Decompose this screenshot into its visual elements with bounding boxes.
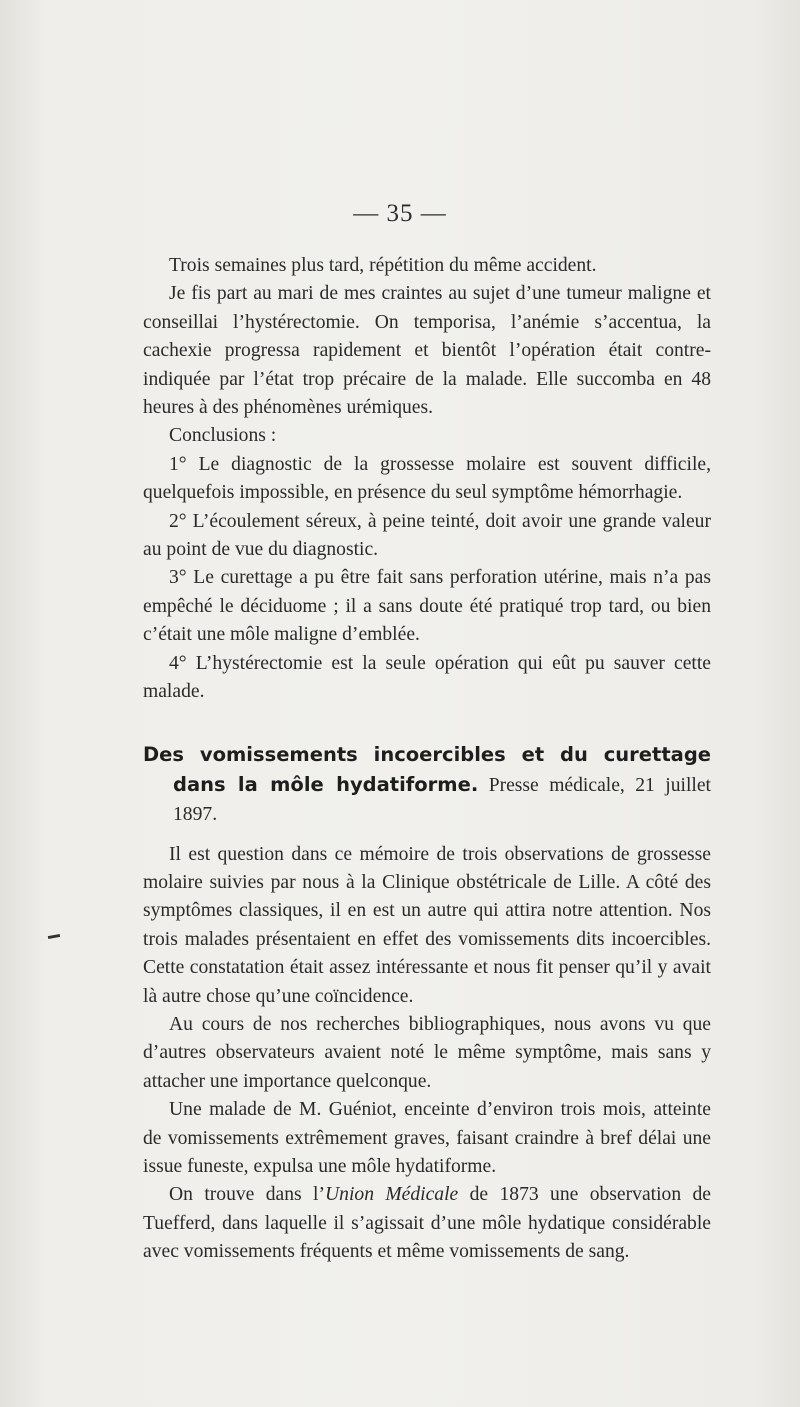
paragraph: Je fis part au mari de mes craintes au sujet d’une tumeur maligne et conseillai l’hystérectomie. On temporisa, l’anémie s’accentua, la cachexie progressa rapidement et bientôt l’opération était contre-indiquée par l’état trop précaire de la malade. Elle succomba en 48 heures à des phénomènes urémiques.	[143, 283, 711, 419]
paragraph: Il est question dans ce mémoire de trois observations de grossesse molaire suivies par nous à la Clinique obstétricale de Lille. A côté des symptômes classiques, il en est un autre qui attira notre attention. Nos trois malades présentaient en effet des vomissements dits incoercibles. Cette constatation était assez intéressante et nous fit penser qu’il y avait là autre chose qu’une coïncidence.	[143, 843, 711, 1007]
margin-mark	[48, 934, 60, 939]
text-body	[143, 252, 711, 1267]
conclusion-item: 3° Le curettage a pu être fait sans perforation utérine, mais n’a pas empêché le déciduome ; il a sans doute été pratiqué trop tard, ou bien c’était une môle maligne d’emblée.	[143, 567, 711, 646]
conclusion-item: 4° L’hystérectomie est la seule opération qui eût pu sauver cette malade.	[143, 652, 711, 703]
paragraph: Une malade de M. Guéniot, enceinte d’environ trois mois, atteinte de vomissements extrêmement graves, faisant craindre à bref délai une issue funeste, expulsa une môle hydatiforme.	[143, 1099, 711, 1177]
paragraph	[143, 1181, 711, 1266]
text-run: On trouve dans l’	[169, 1184, 325, 1206]
section-citation: Presse médicale, 21 juillet 1897.	[173, 774, 711, 825]
conclusion-item: 2° L’écoulement séreux, à peine teinté, doit avoir une grande valeur au point de vue du diagnostic.	[143, 510, 711, 561]
conclusion-item: 1° Le diagnostic de la grossesse molaire est souvent difficile, quelquefois impossible, en présence du seul symptôme hémorrhagie.	[143, 453, 711, 504]
paragraph: Au cours de nos recherches bibliographiques, nous avons vu que d’autres observateurs avaient noté le même symptôme, mais sans y attacher une importance quelconque.	[143, 1013, 711, 1092]
text-run: de 1873 une observation de Tuefferd, dans laquelle il s’agissait d’une môle hydatique considérable avec vomissements fréquents et même vomissements de sang.	[143, 1184, 711, 1263]
page-number: — 35 —	[353, 200, 447, 227]
paragraph: Trois semaines plus tard, répétition du même accident.	[169, 255, 597, 276]
section-heading	[143, 740, 711, 829]
section-title: Des vomissements incoercibles et du curettage dans la môle hydatiforme.	[143, 742, 711, 796]
conclusions-label: Conclusions :	[169, 425, 277, 447]
journal-title: Union Médicale	[325, 1184, 459, 1206]
